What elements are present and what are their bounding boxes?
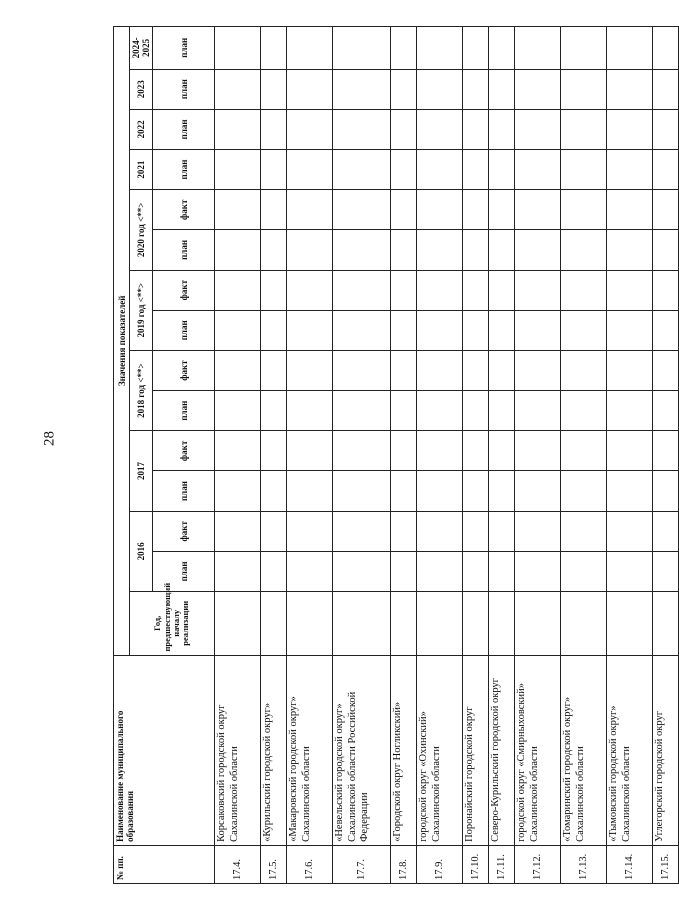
value-cell (653, 109, 679, 149)
sub-header-plan: план (153, 471, 215, 511)
sub-header-plan: план (153, 27, 215, 70)
value-cell (489, 391, 515, 431)
value-cell (215, 592, 261, 655)
value-cell (653, 310, 679, 350)
value-cell (261, 431, 287, 471)
value-cell (287, 270, 333, 310)
row-number: 17.8. (391, 845, 417, 883)
num-column-header: № пп. (114, 845, 215, 883)
value-cell (653, 551, 679, 591)
value-cell (607, 350, 653, 390)
value-cell (417, 511, 463, 551)
value-cell (333, 190, 391, 230)
value-cell (463, 551, 489, 591)
municipality-name: «Томаринский городской округ» Сахалинской области (561, 655, 607, 845)
value-cell (489, 310, 515, 350)
value-cell (287, 391, 333, 431)
year-header: 2018 год <**> (130, 350, 153, 430)
value-cell (287, 431, 333, 471)
row-number: 17.13. (561, 845, 607, 883)
value-cell (333, 431, 391, 471)
value-cell (333, 350, 391, 390)
value-cell (215, 230, 261, 270)
name-column-header: Наименование муниципального образования (114, 655, 215, 845)
value-cell (215, 190, 261, 230)
value-cell (489, 551, 515, 591)
value-cell (333, 109, 391, 149)
value-cell (489, 69, 515, 109)
value-cell (561, 149, 607, 189)
value-cell (463, 511, 489, 551)
value-cell (215, 511, 261, 551)
value-cell (561, 310, 607, 350)
value-cell (261, 109, 287, 149)
values-group-header: Значения показателей (114, 27, 130, 656)
row-number: 17.7. (333, 845, 391, 883)
value-cell (561, 592, 607, 655)
value-cell (333, 471, 391, 511)
municipality-name: городской округ «Смирныховский» Сахалинской области (515, 655, 561, 845)
value-cell (333, 391, 391, 431)
value-cell (515, 27, 561, 70)
row-number: 17.5. (261, 845, 287, 883)
year-header: 2017 (130, 431, 153, 511)
value-cell (261, 149, 287, 189)
value-cell (489, 431, 515, 471)
value-cell (489, 592, 515, 655)
value-cell (463, 27, 489, 70)
value-cell (333, 69, 391, 109)
value-cell (489, 471, 515, 511)
value-cell (463, 230, 489, 270)
value-cell (261, 27, 287, 70)
value-cell (607, 551, 653, 591)
value-cell (463, 270, 489, 310)
value-cell (515, 431, 561, 471)
value-cell (489, 190, 515, 230)
value-cell (561, 69, 607, 109)
value-cell (417, 592, 463, 655)
value-cell (515, 511, 561, 551)
value-cell (489, 350, 515, 390)
rotated-table-stage (113, 26, 671, 884)
value-cell (391, 350, 417, 390)
value-cell (287, 350, 333, 390)
value-cell (391, 69, 417, 109)
value-cell (287, 592, 333, 655)
municipality-name: «Городской округ Ногликский» (391, 655, 417, 845)
value-cell (561, 511, 607, 551)
value-cell (653, 511, 679, 551)
value-cell (653, 391, 679, 431)
table-row (515, 27, 561, 884)
sub-header-plan: план (153, 109, 215, 149)
value-cell (561, 551, 607, 591)
value-cell (417, 431, 463, 471)
municipality-name: Углегорский городской округ (653, 655, 679, 845)
value-cell (653, 350, 679, 390)
value-cell (463, 350, 489, 390)
value-cell (215, 431, 261, 471)
value-cell (607, 230, 653, 270)
value-cell (287, 149, 333, 189)
value-cell (463, 149, 489, 189)
value-cell (391, 149, 417, 189)
value-cell (391, 511, 417, 551)
sub-header-fact: факт (153, 350, 215, 390)
value-cell (463, 391, 489, 431)
value-cell (561, 270, 607, 310)
value-cell (489, 270, 515, 310)
value-cell (391, 551, 417, 591)
value-cell (489, 511, 515, 551)
value-cell (333, 310, 391, 350)
sub-header-plan: план (153, 149, 215, 189)
value-cell (607, 471, 653, 511)
year-header: 2024-2025 (130, 27, 153, 70)
value-cell (391, 27, 417, 70)
value-cell (607, 270, 653, 310)
table-row (261, 27, 287, 884)
value-cell (417, 270, 463, 310)
year-header: 2016 (130, 511, 153, 591)
value-cell (653, 431, 679, 471)
value-cell (607, 69, 653, 109)
value-cell (287, 69, 333, 109)
value-cell (515, 551, 561, 591)
value-cell (417, 230, 463, 270)
value-cell (391, 391, 417, 431)
value-cell (607, 109, 653, 149)
value-cell (561, 27, 607, 70)
value-cell (261, 230, 287, 270)
value-cell (391, 431, 417, 471)
sub-header-fact: факт (153, 431, 215, 471)
base-year-header: Год, предшествующий началу реализации (130, 592, 215, 655)
value-cell (561, 190, 607, 230)
sub-header-plan: план (153, 551, 215, 591)
table-row (417, 27, 463, 884)
table-row (287, 27, 333, 884)
year-header: 2020 год <**> (130, 190, 153, 270)
value-cell (287, 109, 333, 149)
value-cell (515, 270, 561, 310)
value-cell (417, 551, 463, 591)
value-cell (215, 391, 261, 431)
value-cell (607, 511, 653, 551)
value-cell (653, 230, 679, 270)
value-cell (215, 310, 261, 350)
municipality-name: Северо-Курильский городской округ (489, 655, 515, 845)
year-header: 2022 (130, 109, 153, 149)
row-number: 17.10. (463, 845, 489, 883)
value-cell (653, 471, 679, 511)
table-row (561, 27, 607, 884)
table-row (463, 27, 489, 884)
municipality-name: «Невельский городской округ» Сахалинской области Российской Федерации (333, 655, 391, 845)
municipality-name: Поронайский городской округ (463, 655, 489, 845)
row-number: 17.14. (607, 845, 653, 883)
value-cell (515, 310, 561, 350)
value-cell (391, 310, 417, 350)
value-cell (333, 592, 391, 655)
value-cell (333, 149, 391, 189)
value-cell (261, 190, 287, 230)
value-cell (463, 310, 489, 350)
value-cell (489, 149, 515, 189)
value-cell (417, 471, 463, 511)
value-cell (261, 69, 287, 109)
value-cell (287, 27, 333, 70)
row-number: 17.12. (515, 845, 561, 883)
value-cell (653, 190, 679, 230)
year-header: 2019 год <**> (130, 270, 153, 350)
row-number: 17.9. (417, 845, 463, 883)
value-cell (417, 27, 463, 70)
value-cell (653, 69, 679, 109)
municipality-name: «Макаровский городской округ» Сахалинской области (287, 655, 333, 845)
value-cell (417, 69, 463, 109)
value-cell (463, 190, 489, 230)
value-cell (515, 350, 561, 390)
value-cell (261, 592, 287, 655)
value-cell (607, 592, 653, 655)
row-number: 17.4. (215, 845, 261, 883)
value-cell (489, 230, 515, 270)
value-cell (287, 230, 333, 270)
value-cell (261, 471, 287, 511)
value-cell (561, 391, 607, 431)
value-cell (653, 592, 679, 655)
value-cell (333, 551, 391, 591)
table-row (653, 27, 679, 884)
year-header: 2021 (130, 149, 153, 189)
year-header: 2023 (130, 69, 153, 109)
value-cell (489, 27, 515, 70)
sub-header-fact: факт (153, 511, 215, 551)
value-cell (287, 471, 333, 511)
value-cell (215, 27, 261, 70)
value-cell (215, 69, 261, 109)
value-cell (561, 350, 607, 390)
sub-header-plan: план (153, 391, 215, 431)
value-cell (515, 592, 561, 655)
value-cell (333, 270, 391, 310)
value-cell (653, 27, 679, 70)
value-cell (607, 431, 653, 471)
value-cell (215, 350, 261, 390)
value-cell (607, 27, 653, 70)
value-cell (515, 230, 561, 270)
value-cell (261, 511, 287, 551)
value-cell (463, 471, 489, 511)
value-cell (463, 109, 489, 149)
value-cell (391, 190, 417, 230)
value-cell (287, 310, 333, 350)
value-cell (515, 391, 561, 431)
value-cell (215, 109, 261, 149)
value-cell (261, 551, 287, 591)
row-number: 17.11. (489, 845, 515, 883)
value-cell (417, 310, 463, 350)
value-cell (391, 471, 417, 511)
sub-header-plan: план (153, 69, 215, 109)
value-cell (607, 149, 653, 189)
value-cell (463, 431, 489, 471)
value-cell (561, 471, 607, 511)
municipality-name: «Курильский городской округ» (261, 655, 287, 845)
value-cell (287, 551, 333, 591)
value-cell (215, 149, 261, 189)
row-number: 17.15. (653, 845, 679, 883)
value-cell (333, 27, 391, 70)
value-cell (215, 551, 261, 591)
value-cell (607, 190, 653, 230)
value-cell (261, 391, 287, 431)
table-row (333, 27, 391, 884)
value-cell (261, 350, 287, 390)
value-cell (417, 350, 463, 390)
value-cell (261, 310, 287, 350)
value-cell (607, 391, 653, 431)
value-cell (607, 310, 653, 350)
sub-header-fact: факт (153, 190, 215, 230)
table-row (391, 27, 417, 884)
table-row (489, 27, 515, 884)
value-cell (287, 190, 333, 230)
value-cell (515, 471, 561, 511)
value-cell (215, 270, 261, 310)
value-cell (515, 69, 561, 109)
value-cell (515, 190, 561, 230)
value-cell (561, 109, 607, 149)
value-cell (287, 511, 333, 551)
municipality-name: «Тымовский городской округ» Сахалинской области (607, 655, 653, 845)
value-cell (333, 511, 391, 551)
sub-header-plan: план (153, 310, 215, 350)
value-cell (561, 431, 607, 471)
table-row (215, 27, 261, 884)
value-cell (391, 109, 417, 149)
value-cell (333, 230, 391, 270)
value-cell (261, 270, 287, 310)
value-cell (417, 190, 463, 230)
value-cell (653, 270, 679, 310)
page-number: 28 (41, 431, 58, 446)
row-number: 17.6. (287, 845, 333, 883)
value-cell (463, 592, 489, 655)
value-cell (417, 391, 463, 431)
value-cell (391, 230, 417, 270)
value-cell (561, 230, 607, 270)
municipality-name: городской округ «Охинский» Сахалинской области (417, 655, 463, 845)
table-row (607, 27, 653, 884)
value-cell (215, 471, 261, 511)
sub-header-plan: план (153, 230, 215, 270)
value-cell (417, 109, 463, 149)
municipality-name: Корсаковский городской округ Сахалинской области (215, 655, 261, 845)
value-cell (653, 149, 679, 189)
value-cell (463, 69, 489, 109)
value-cell (489, 109, 515, 149)
value-cell (515, 149, 561, 189)
indicators-table (113, 26, 679, 884)
value-cell (515, 109, 561, 149)
sub-header-fact: факт (153, 270, 215, 310)
value-cell (391, 592, 417, 655)
value-cell (391, 270, 417, 310)
value-cell (417, 149, 463, 189)
